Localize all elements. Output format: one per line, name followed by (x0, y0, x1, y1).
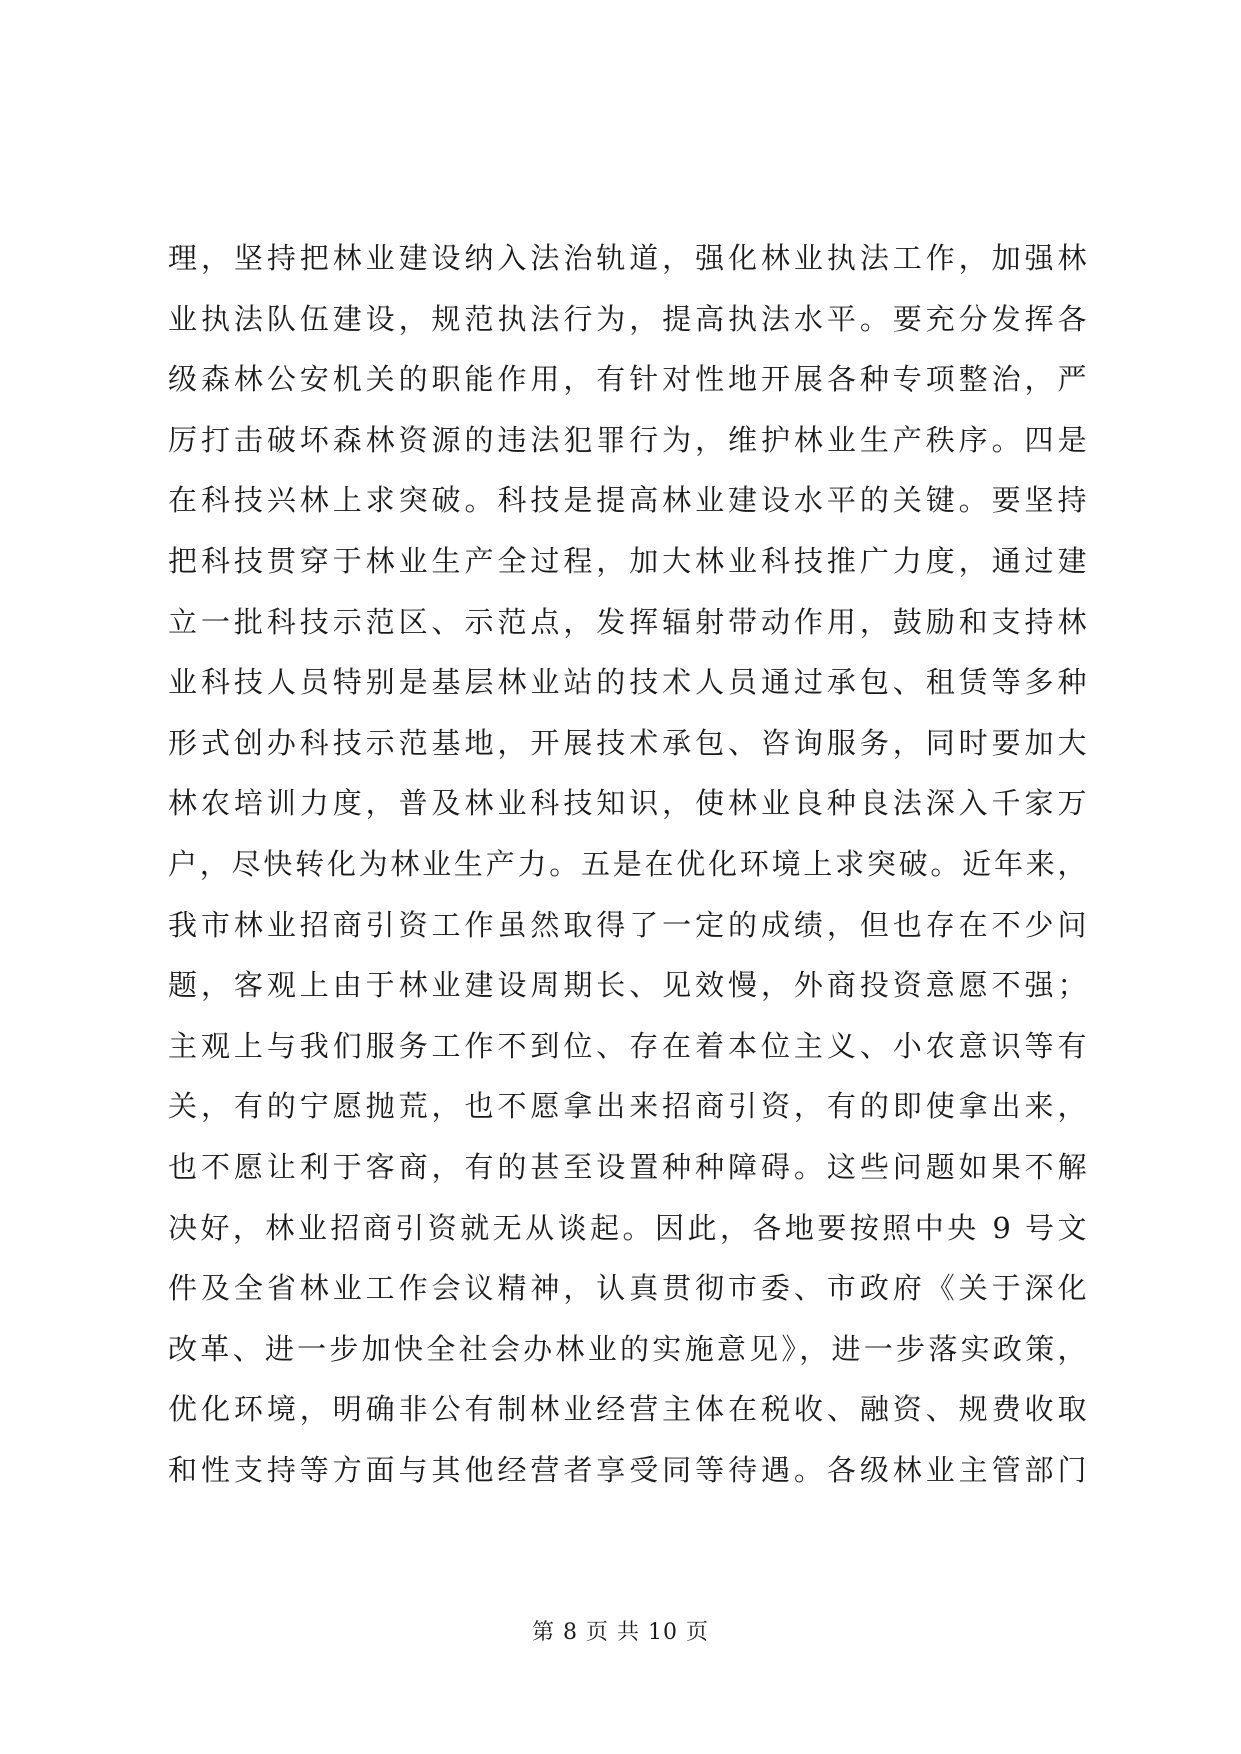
body-text (168, 228, 1088, 1500)
text-line: 改革、进一步加快全社会办林业的实施意见》，进一步落实政策， (168, 1331, 1088, 1366)
text-line: 我市林业招商引资工作虽然取得了一定的成绩，但也存在不少问 (168, 907, 1088, 942)
text-line: 业科技人员特别是基层林业站的技术人员通过承包、租赁等多种 (168, 665, 1088, 700)
text-line: 也不愿让利于客商，有的甚至设置种种障碍。这些问题如果不解 (168, 1149, 1088, 1184)
text-line: 把科技贯穿于林业生产全过程，加大林业科技推广力度，通过建 (168, 543, 1088, 578)
text-line: 在科技兴林上求突破。科技是提高林业建设水平的关键。要坚持 (168, 483, 1088, 518)
text-line: 主观上与我们服务工作不到位、存在着本位主义、小农意识等有 (168, 1028, 1088, 1063)
text-line: 件及全省林业工作会议精神，认真贯彻市委、市政府《关于深化 (168, 1271, 1088, 1306)
text-line: 级森林公安机关的职能作用，有针对性地开展各种专项整治，严 (168, 362, 1088, 397)
text-line: 关，有的宁愿抛荒，也不愿拿出来招商引资，有的即使拿出来， (168, 1089, 1088, 1124)
text-line: 理，坚持把林业建设纳入法治轨道，强化林业执法工作，加强林 (168, 241, 1088, 275)
text-line: 业执法队伍建设，规范执法行为，提高执法水平。要充分发挥各 (168, 301, 1088, 336)
text-line: 优化环境，明确非公有制林业经营主体在税收、融资、规费收取 (168, 1392, 1088, 1427)
text-line: 立一批科技示范区、示范点，发挥辐射带动作用，鼓励和支持林 (168, 604, 1088, 639)
text-line: 和性支持等方面与其他经营者享受同等待遇。各级林业主管部门 (168, 1452, 1088, 1487)
page-number-footer: 第 8 页 共 10 页 (532, 1620, 709, 1645)
text-line: 户，尽快转化为林业生产力。五是在优化环境上求突破。近年来， (168, 846, 1088, 881)
text-line: 林农培训力度，普及林业科技知识，使林业良种良法深入千家万 (168, 786, 1088, 821)
text-line: 决好，林业招商引资就无从谈起。因此，各地要按照中央 9 号文 (168, 1210, 1088, 1245)
text-line: 厉打击破坏森林资源的违法犯罪行为，维护林业生产秩序。四是 (168, 422, 1088, 457)
text-line: 题，客观上由于林业建设周期长、见效慢，外商投资意愿不强； (168, 968, 1088, 1003)
text-line: 形式创办科技示范基地，开展技术承包、咨询服务，同时要加大 (168, 725, 1088, 760)
